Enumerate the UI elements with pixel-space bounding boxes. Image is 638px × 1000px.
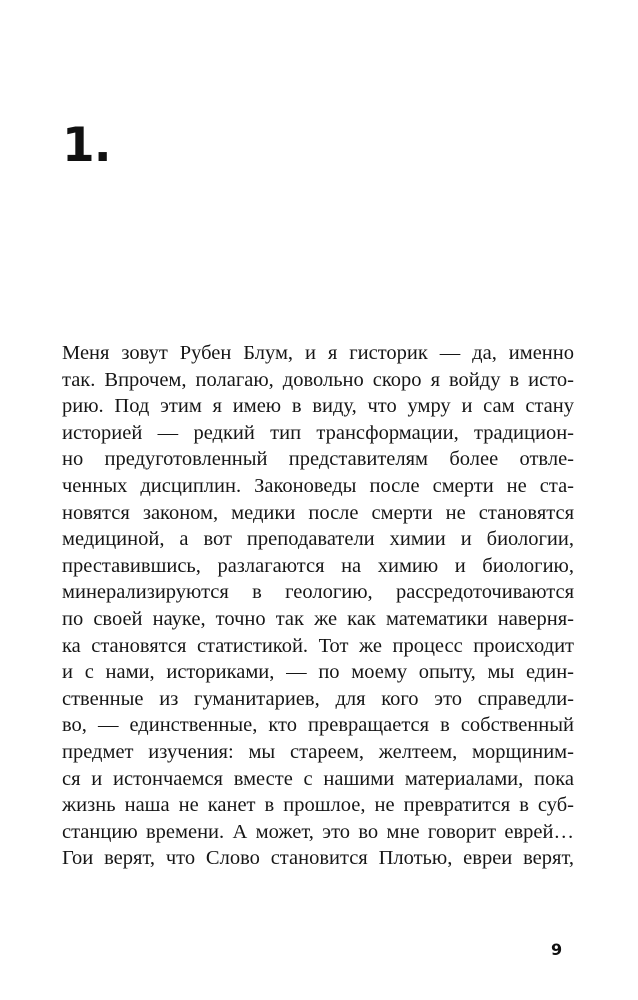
text-line: станцию времени. А может, это во мне говорит еврей…	[62, 820, 574, 843]
text-line: жизнь наша не канет в прошлое, не превратится в суб-	[62, 794, 574, 817]
text-line: так. Впрочем, полагаю, довольно скоро я войду в исто-	[62, 368, 574, 391]
text-line: ственные из гуманитариев, для кого это справедли-	[62, 687, 574, 710]
text-line: но предуготовленный представителям более отвле-	[62, 448, 574, 471]
text-line: Гои верят, что Слово становится Плотью, евреи верят,	[62, 847, 574, 870]
text-line: рию. Под этим я имею в виду, что умру и сам стану	[62, 395, 574, 418]
text-line: ка становятся статистикой. Тот же процесс происходит	[62, 634, 574, 657]
text-line: и с нами, историками, — по моему опыту, мы един-	[62, 661, 574, 684]
chapter-number: 1.	[62, 118, 111, 173]
page-number: 9	[551, 940, 563, 959]
text-line: медициной, а вот преподаватели химии и биологии,	[62, 528, 574, 551]
text-line: новятся законом, медики после смерти не становятся	[62, 501, 574, 524]
text-line: преставившись, разлагаются на химию и биологию,	[62, 554, 574, 577]
text-line: во, — единственные, кто превращается в собственный	[62, 714, 574, 737]
text-line: историей — редкий тип трансформации, традицион-	[62, 421, 574, 444]
text-line: предмет изучения: мы стареем, желтеем, морщиним-	[62, 740, 574, 763]
text-line: по своей науке, точно так же как математики наверня-	[62, 607, 574, 630]
text-line: ся и истончаемся вместе с нашими материалами, пока	[62, 767, 574, 790]
text-line: минерализируются в геологию, рассредоточиваются	[62, 581, 574, 604]
body-text	[62, 340, 574, 872]
text-line: Меня зовут Рубен Блум, и я гисторик — да, именно	[62, 342, 574, 364]
text-line: ченных дисциплин. Законоведы после смерти не ста-	[62, 474, 574, 497]
